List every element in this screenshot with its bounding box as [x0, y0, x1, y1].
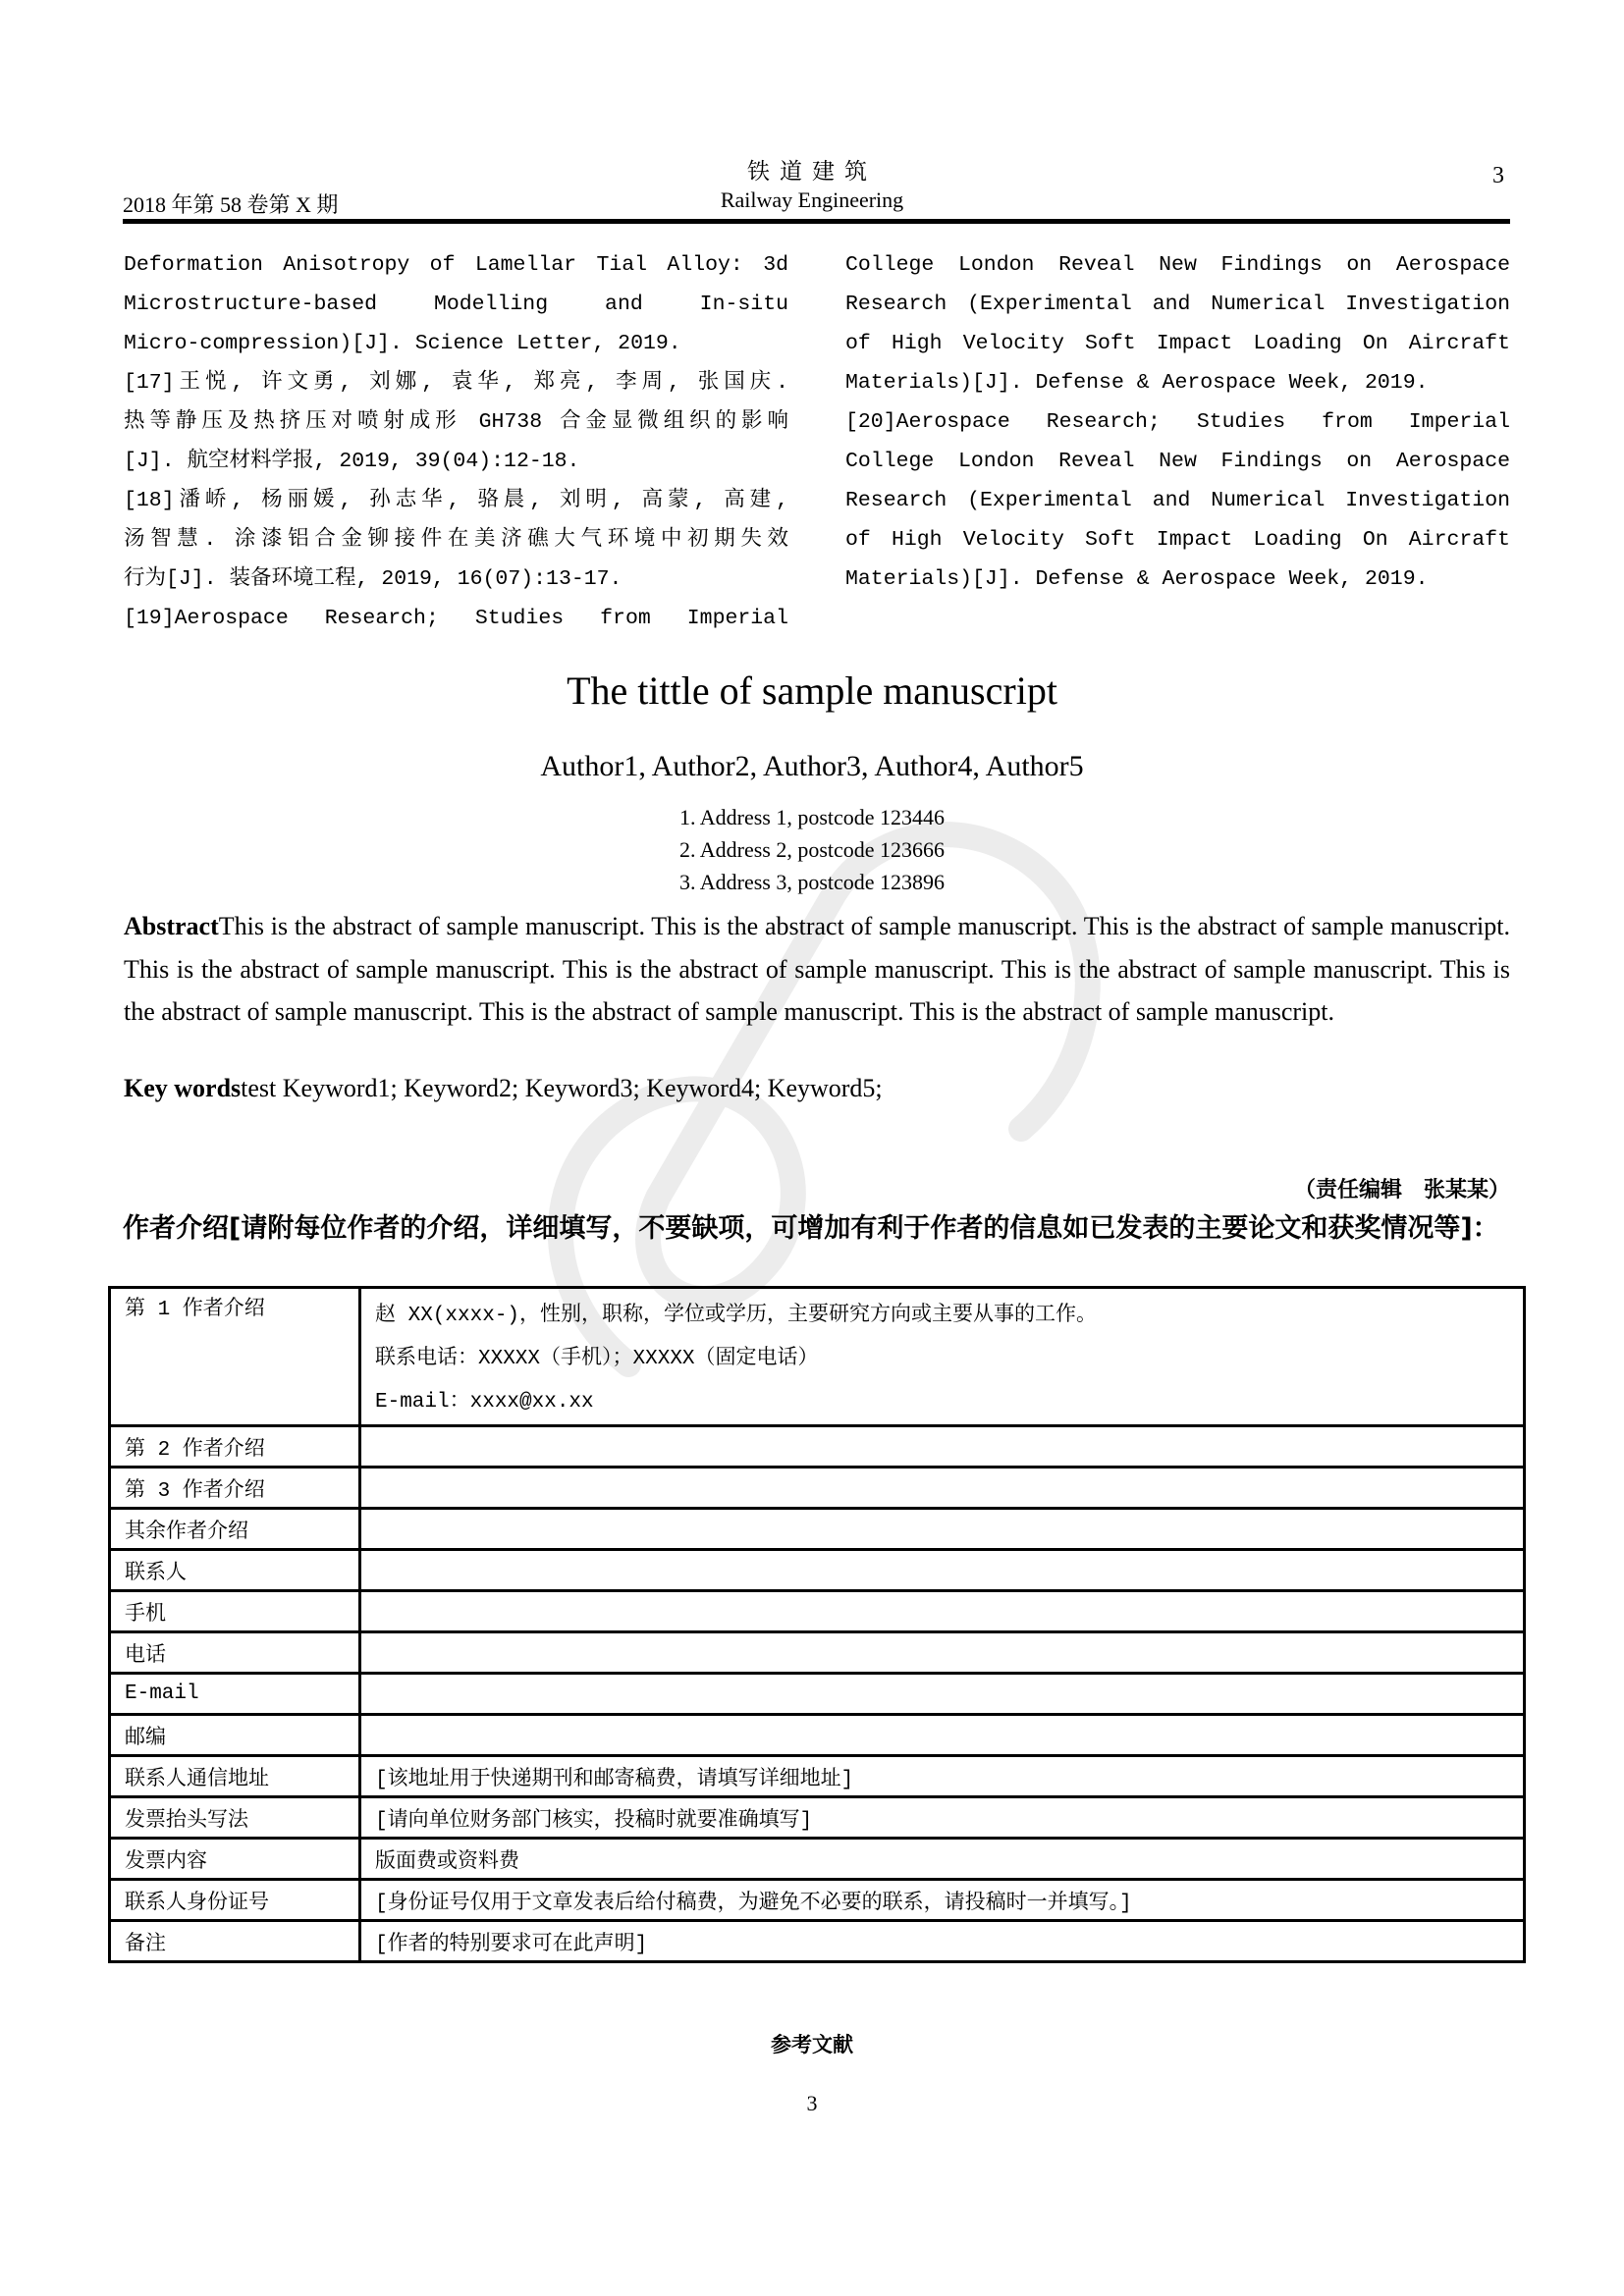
reference-line: Deformation Anisotropy of Lamellar Tial Alloy: 3d: [124, 253, 788, 277]
reference-entry-17: [124, 363, 788, 481]
table-row: [110, 1797, 1525, 1839]
row-value[interactable]: [身份证号仅用于文章发表后给付稿费，为避免不必要的联系，请投稿时一并填写。]: [360, 1880, 1525, 1921]
address-line: 1. Address 1, postcode 123446: [678, 805, 946, 829]
row-label: 联系人: [110, 1550, 360, 1591]
table-row: [110, 1715, 1525, 1756]
table-row: [110, 1426, 1525, 1468]
reference-entry-18: [124, 481, 788, 599]
row-label: 第 3 作者介绍: [110, 1468, 360, 1509]
row-value[interactable]: [360, 1715, 1525, 1756]
reference-line: College London Reveal New Findings on Aerospace: [845, 253, 1510, 277]
row-label: 备注: [110, 1921, 360, 1962]
abstract-text: This is the abstract of sample manuscript. This is the abstract of sample manuscript. This is the abstract of sample manuscript. This is the abstract of sample manuscript. This is the abstract of sample manuscript. This is the abstract of sample manuscript. This is the abstract of sample manuscript. This is the abstract of sample manuscript. This is the abstract of sample manuscript.: [124, 912, 1510, 1026]
journal-name-en: Railway Engineering: [720, 187, 904, 212]
reference-entry-19: [124, 599, 788, 638]
table-row: [110, 1550, 1525, 1591]
table-row: [110, 1839, 1525, 1880]
reference-line: [18]潘峤, 杨丽媛, 孙志华, 骆晨, 刘明, 高蒙, 高建,: [124, 489, 788, 512]
address-line: 2. Address 2, postcode 123666: [678, 837, 946, 862]
header-page-number: 3: [1492, 163, 1504, 188]
row-value[interactable]: [360, 1426, 1525, 1468]
reference-line: [17]王悦, 许文勇, 刘娜, 袁华, 郑亮, 李周, 张国庆.: [124, 371, 788, 395]
reference-line: Materials)[J]. Defense & Aerospace Week, 2019.: [845, 371, 1429, 395]
table-row: [110, 1756, 1525, 1797]
table-row: [110, 1509, 1525, 1550]
issue-info: 2018 年第 58 卷第 X 期: [123, 192, 339, 217]
row-label: 手机: [110, 1591, 360, 1632]
table-row: [110, 1468, 1525, 1509]
footer-page-number: 3: [806, 2091, 818, 2115]
author-email-line: E-mail：xxxx@xx.xx: [375, 1391, 594, 1414]
row-value[interactable]: [360, 1591, 1525, 1632]
manuscript-title: The tittle of sample manuscript: [567, 668, 1057, 713]
table-row: [110, 1288, 1525, 1426]
reference-line: 行为[J]. 装备环境工程, 2019, 16(07):13-17.: [124, 567, 623, 591]
table-row: [110, 1921, 1525, 1962]
row-value[interactable]: [360, 1674, 1525, 1715]
table-row: [110, 1591, 1525, 1632]
reference-line: of High Velocity Soft Impact Loading On Aircraft: [845, 528, 1510, 552]
table-row: [110, 1632, 1525, 1674]
author-bio-line: 赵 XX(xxxx-)，性别，职称，学位或学历，主要研究方向或主要从事的工作。: [375, 1305, 1098, 1327]
references-right-column: [845, 245, 1510, 599]
reference-line: [19]Aerospace Research; Studies from Imperial: [124, 607, 788, 630]
row-label: 发票抬头写法: [110, 1797, 360, 1839]
address-line: 3. Address 3, postcode 123896: [678, 870, 946, 894]
reference-entry-19-continued: [845, 245, 1510, 402]
header-rule: [123, 219, 1510, 224]
reference-entry-20: [845, 402, 1510, 599]
reference-line: [J]. 航空材料学报, 2019, 39(04):12-18.: [124, 450, 580, 473]
row-label: 第 1 作者介绍: [110, 1288, 360, 1426]
row-value[interactable]: [360, 1288, 1525, 1426]
reference-line: [20]Aerospace Research; Studies from Imperial: [845, 410, 1510, 434]
reference-line: 热等静压及热挤压对喷射成形 GH738 合金显微组织的影响: [124, 410, 788, 434]
row-label: 发票内容: [110, 1839, 360, 1880]
row-label: 第 2 作者介绍: [110, 1426, 360, 1468]
author-intro-heading: 作者介绍[请附每位作者的介绍，详细填写，不要缺项，可增加有利于作者的信息如已发表的主要论文和获奖情况等]：: [123, 1213, 1499, 1244]
reference-line: Research (Experimental and Numerical Investigation: [845, 293, 1510, 316]
address-list: [0, 801, 1624, 898]
journal-name-cn: 铁道建筑: [747, 159, 877, 185]
reference-line: Micro-compression)[J]. Science Letter, 2019.: [124, 332, 681, 355]
row-value[interactable]: 版面费或资料费: [360, 1839, 1525, 1880]
table-row: [110, 1880, 1525, 1921]
responsible-editor: （责任编辑 张某某）: [1293, 1178, 1510, 1202]
abstract-label: Abstract: [124, 912, 219, 940]
reference-line: Microstructure-based Modelling and In-situ: [124, 293, 788, 316]
row-value[interactable]: [360, 1632, 1525, 1674]
keywords-label: Key words: [124, 1074, 242, 1102]
references-left-column: [124, 245, 788, 638]
reference-line: Materials)[J]. Defense & Aerospace Week, 2019.: [845, 567, 1429, 591]
reference-line: of High Velocity Soft Impact Loading On Aircraft: [845, 332, 1510, 355]
row-label: E-mail: [110, 1674, 360, 1715]
keywords: [124, 1072, 1510, 1105]
row-value[interactable]: [360, 1468, 1525, 1509]
reference-entry: [124, 245, 788, 363]
author-info-table: [108, 1286, 1526, 1963]
row-label: 联系人身份证号: [110, 1880, 360, 1921]
table-row: [110, 1674, 1525, 1715]
keywords-text: test Keyword1; Keyword2; Keyword3; Keyword4; Keyword5;: [241, 1074, 883, 1102]
row-label: 联系人通信地址: [110, 1756, 360, 1797]
row-label: 邮编: [110, 1715, 360, 1756]
author-list: Author1, Author2, Author3, Author4, Author5: [540, 750, 1084, 782]
reference-line: 汤智慧. 涂漆铝合金铆接件在美济礁大气环境中初期失效: [124, 528, 788, 552]
row-value[interactable]: [作者的特别要求可在此声明]: [360, 1921, 1525, 1962]
journal-masthead: [0, 157, 1624, 214]
row-label: 其余作者介绍: [110, 1509, 360, 1550]
row-value[interactable]: [360, 1509, 1525, 1550]
row-value[interactable]: [360, 1550, 1525, 1591]
row-label: 电话: [110, 1632, 360, 1674]
author-phone-line: 联系电话：XXXXX（手机）；XXXXX（固定电话）: [375, 1348, 819, 1370]
references-heading: 参考文献: [771, 2033, 853, 2056]
abstract: [124, 905, 1510, 1034]
reference-line: Research (Experimental and Numerical Investigation: [845, 489, 1510, 512]
row-value[interactable]: [请向单位财务部门核实，投稿时就要准确填写]: [360, 1797, 1525, 1839]
reference-line: College London Reveal New Findings on Aerospace: [845, 450, 1510, 473]
row-value[interactable]: [该地址用于快递期刊和邮寄稿费，请填写详细地址]: [360, 1756, 1525, 1797]
